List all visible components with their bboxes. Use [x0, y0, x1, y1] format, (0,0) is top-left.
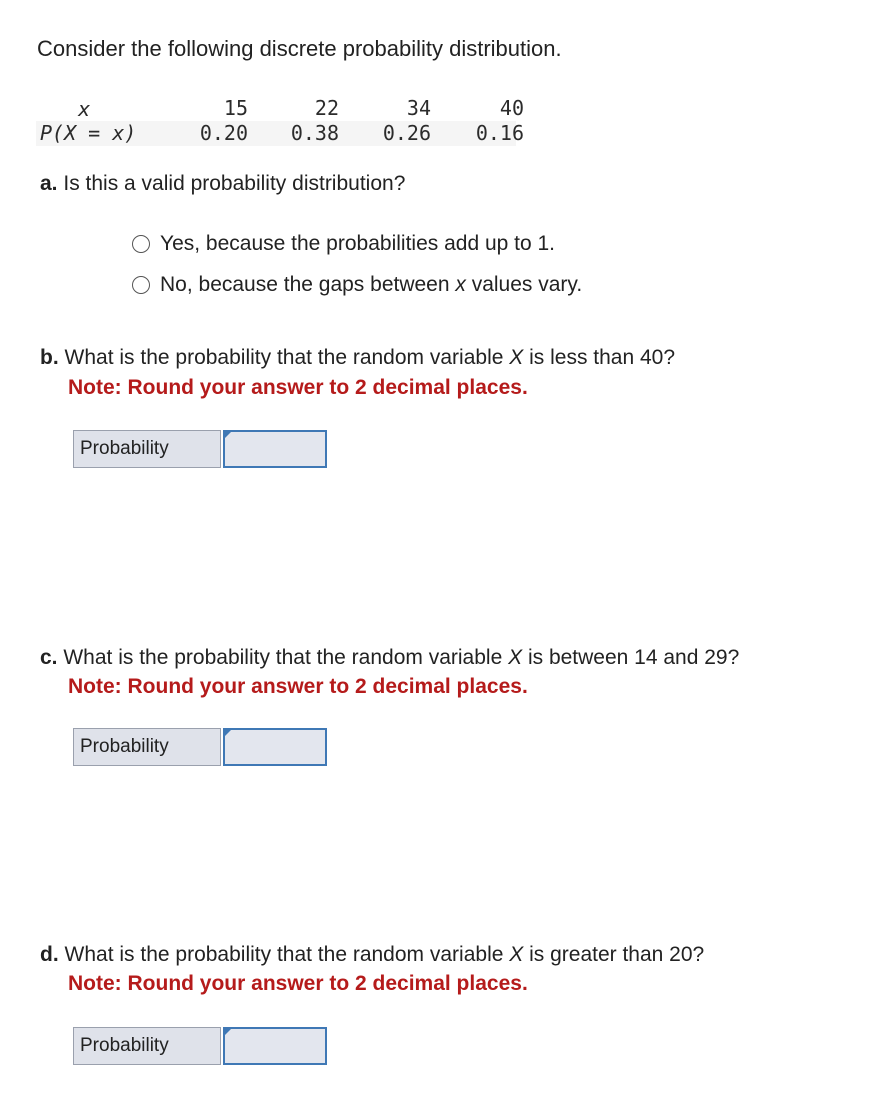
- question-letter: c.: [40, 646, 58, 669]
- question-var: X: [509, 943, 524, 966]
- x-value: 34: [406, 96, 431, 120]
- question-text-post: is less than 40?: [523, 346, 676, 369]
- question-var: X: [509, 346, 524, 369]
- p-header: P(X = x): [40, 121, 137, 145]
- option-text-post: values vary.: [465, 273, 583, 296]
- probability-row: [36, 121, 524, 146]
- x-values-row: [36, 96, 524, 121]
- option-text-pre: No, because the gaps between: [160, 273, 456, 296]
- question-d: [40, 943, 704, 967]
- question-text: Is this a valid probability distribution?: [63, 172, 406, 195]
- distribution-table: [36, 96, 524, 146]
- note-d: Note: Round your answer to 2 decimal places.: [68, 972, 528, 995]
- question-text-pre: What is the probability that the random variable: [64, 943, 510, 966]
- probability-input-c[interactable]: [223, 728, 327, 766]
- question-a: [40, 172, 405, 196]
- question-letter: a.: [40, 172, 58, 195]
- question-text-pre: What is the probability that the random variable: [63, 646, 509, 669]
- question-c: [40, 646, 739, 670]
- note-b: Note: Round your answer to 2 decimal places.: [68, 376, 528, 399]
- option-text: [160, 273, 582, 297]
- answer-row-b: [73, 430, 327, 468]
- question-letter: d.: [40, 943, 59, 966]
- question-text-post: is greater than 20?: [523, 943, 705, 966]
- question-b: [40, 346, 675, 370]
- x-header: x: [78, 97, 90, 121]
- option-var: x: [455, 273, 466, 296]
- x-value: 22: [314, 96, 339, 120]
- p-value: 0.26: [382, 121, 431, 145]
- intro-text: Consider the following discrete probability distribution.: [37, 36, 562, 61]
- question-letter: b.: [40, 346, 59, 369]
- option-no[interactable]: [132, 272, 582, 298]
- option-text: Yes, because the probabilities add up to 1.: [160, 232, 556, 255]
- x-value: 40: [499, 96, 524, 120]
- answer-row-c: [73, 728, 327, 766]
- question-var: X: [508, 646, 523, 669]
- p-value: 0.38: [290, 121, 339, 145]
- option-yes[interactable]: [132, 231, 555, 257]
- note-c: Note: Round your answer to 2 decimal places.: [68, 675, 528, 698]
- radio-button[interactable]: [132, 235, 150, 253]
- question-text-post: is between 14 and 29?: [522, 646, 740, 669]
- p-value: 0.16: [475, 121, 524, 145]
- answer-row-d: [73, 1027, 327, 1065]
- answer-label: Probability: [73, 728, 221, 766]
- x-value: 15: [223, 96, 248, 120]
- probability-input-d[interactable]: [223, 1027, 327, 1065]
- answer-label: Probability: [73, 430, 221, 468]
- answer-label: Probability: [73, 1027, 221, 1065]
- radio-button[interactable]: [132, 276, 150, 294]
- p-value: 0.20: [199, 121, 248, 145]
- question-text-pre: What is the probability that the random variable: [64, 346, 510, 369]
- probability-input-b[interactable]: [223, 430, 327, 468]
